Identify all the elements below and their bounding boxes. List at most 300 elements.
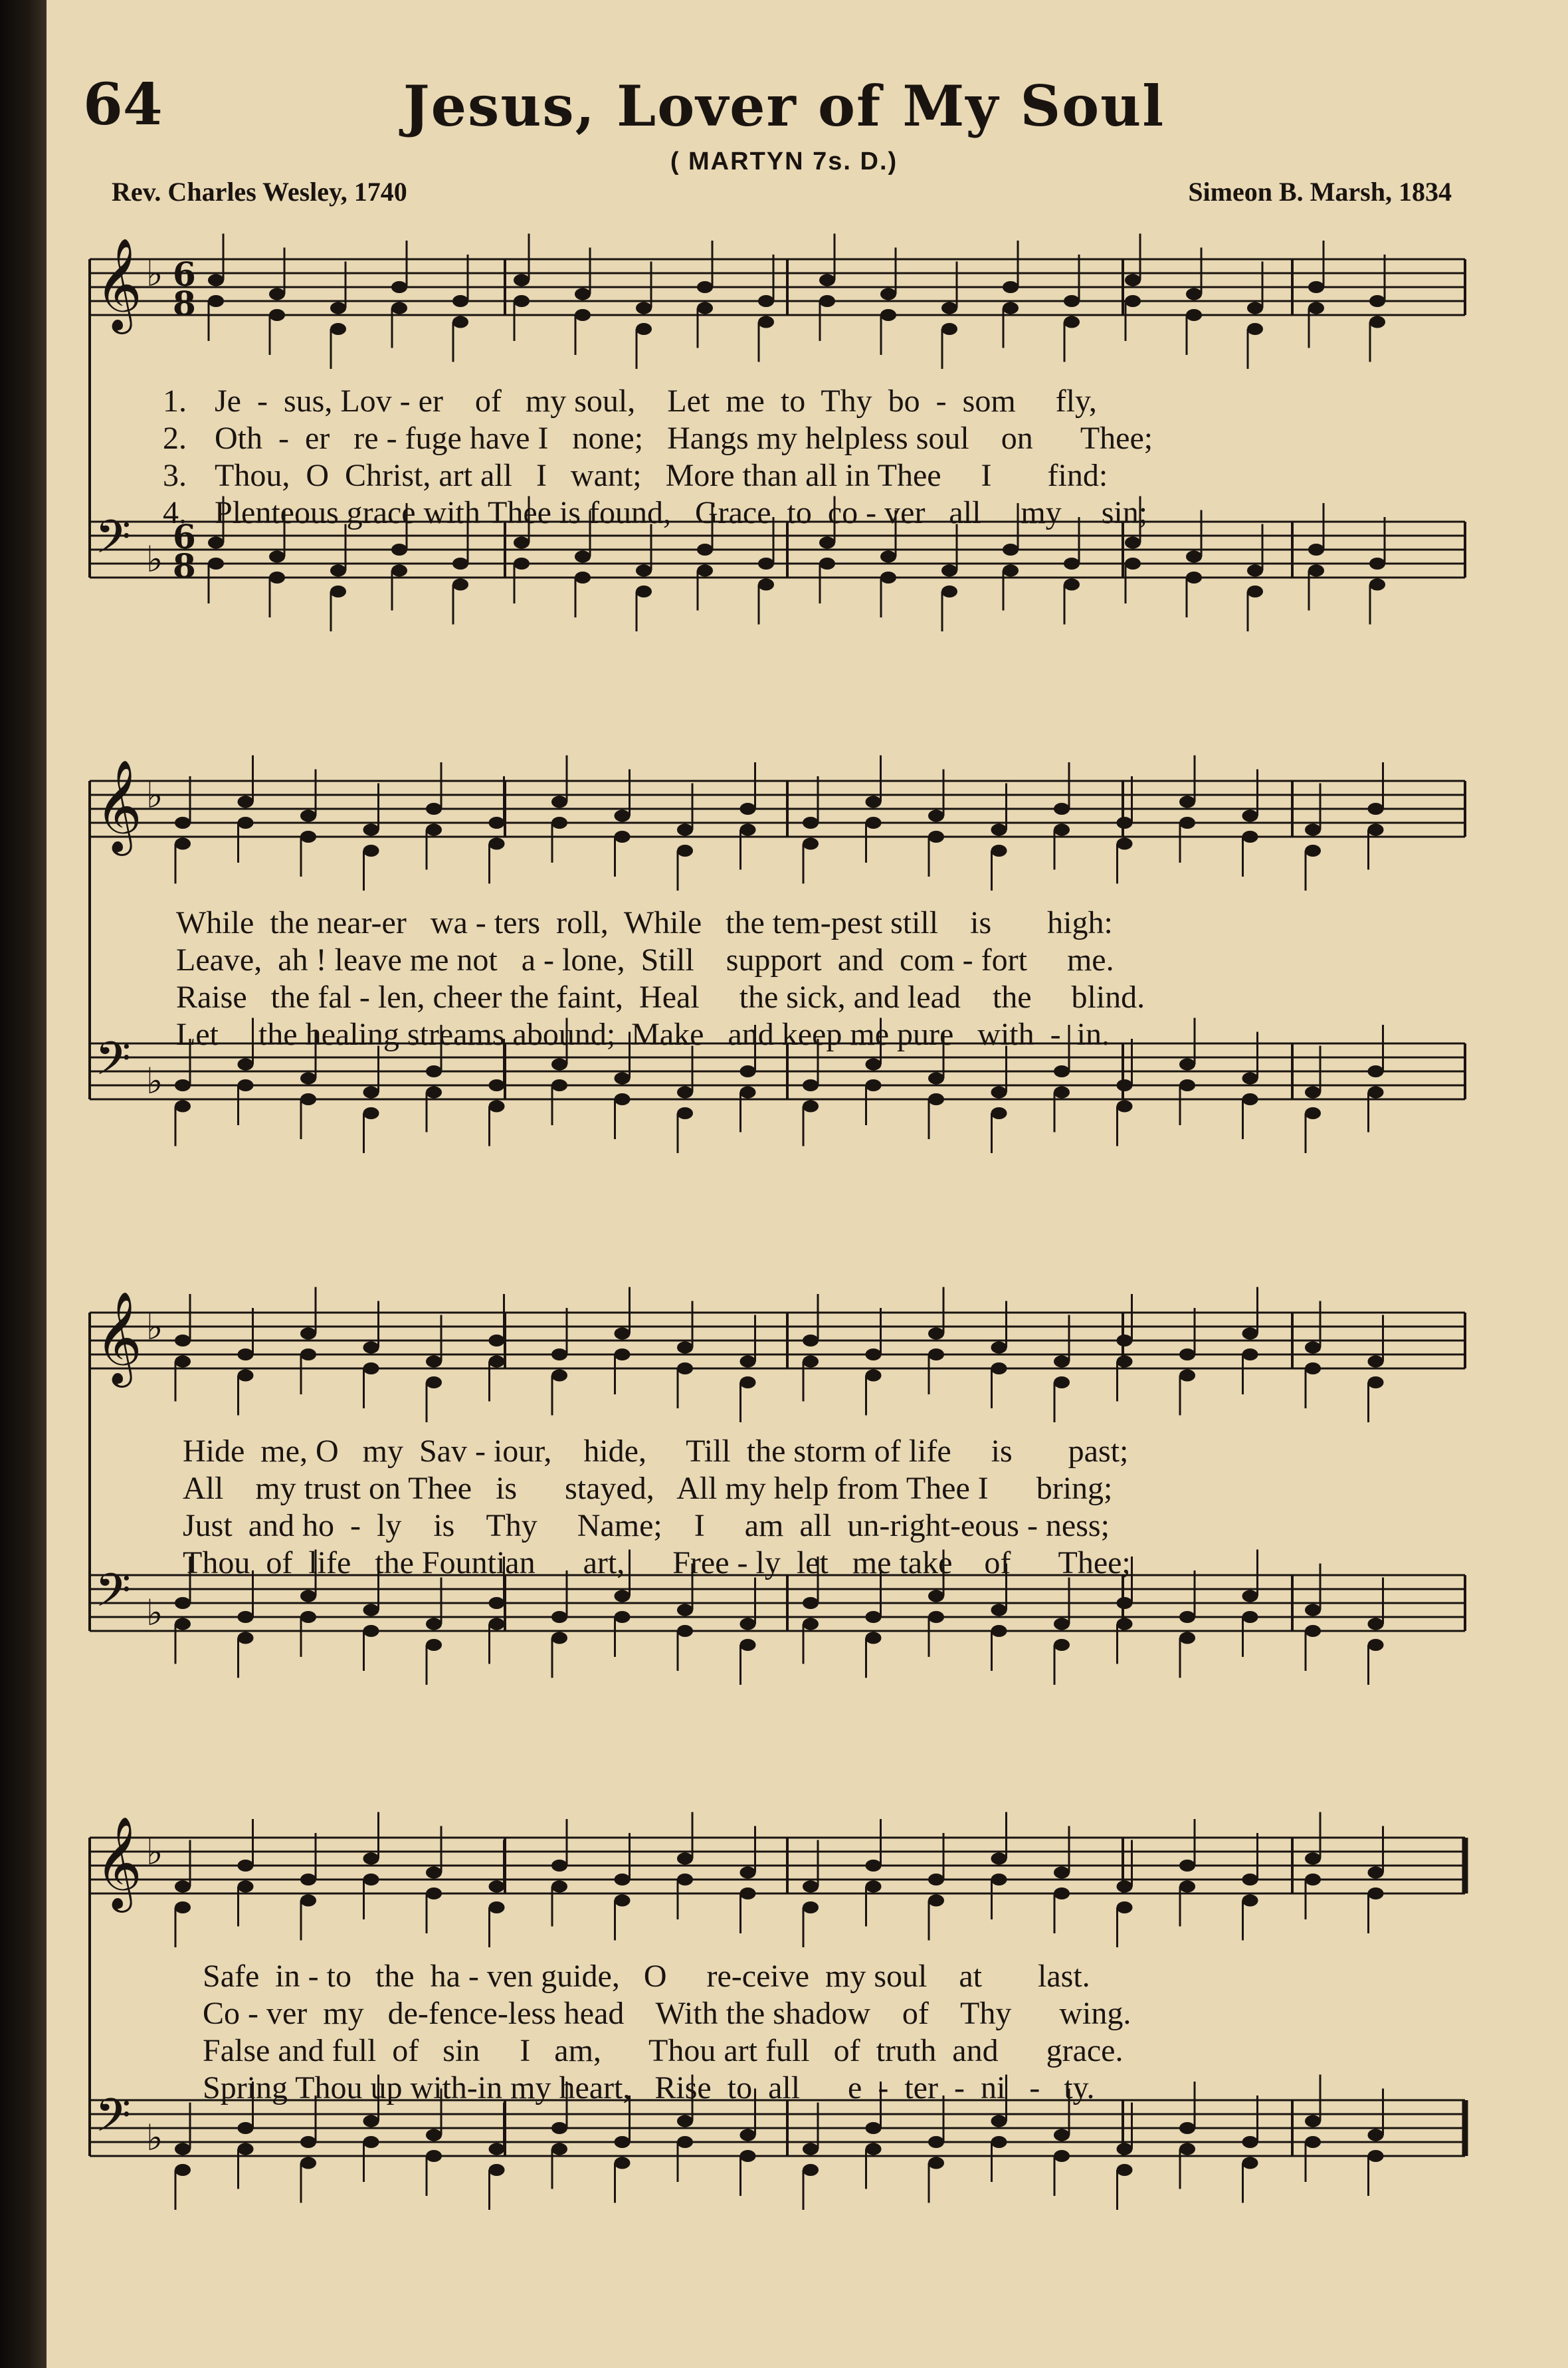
- note-head: [677, 1853, 693, 1865]
- note-head: [615, 1093, 631, 1105]
- note-head: [208, 274, 224, 286]
- note-head: [740, 2129, 756, 2141]
- note-head: [426, 1065, 442, 1077]
- note-head: [1054, 1087, 1070, 1099]
- note-head: [1117, 838, 1133, 850]
- note-head: [238, 817, 254, 829]
- note-head: [330, 586, 346, 597]
- note-head: [300, 810, 316, 822]
- note-head: [238, 1860, 254, 1872]
- note-head: [489, 838, 505, 850]
- note-head: [615, 2157, 631, 2169]
- note-head: [391, 565, 407, 577]
- note-head: [991, 1342, 1007, 1354]
- note-head: [300, 2136, 316, 2148]
- note-head: [514, 274, 530, 286]
- music-credit: Simeon B. Marsh, 1834: [1188, 177, 1452, 207]
- note-head: [803, 1079, 819, 1091]
- note-head: [991, 1874, 1007, 1885]
- note-head: [238, 1370, 254, 1382]
- note-head: [991, 1087, 1007, 1099]
- note-head: [615, 1590, 631, 1602]
- note-head: [1179, 2122, 1195, 2134]
- words-credit: Rev. Charles Wesley, 1740: [112, 177, 407, 207]
- note-head: [1305, 1604, 1321, 1616]
- note-head: [1117, 817, 1133, 829]
- note-head: [740, 1867, 756, 1879]
- note-head: [615, 810, 631, 822]
- note-head: [866, 1348, 882, 1360]
- note-head: [941, 323, 957, 335]
- note-head: [819, 295, 835, 307]
- note-head: [1064, 579, 1080, 591]
- note-head: [928, 1874, 944, 1885]
- note-head: [551, 1059, 567, 1071]
- note-head: [489, 817, 505, 829]
- note-head: [803, 2164, 819, 2176]
- note-head: [803, 1335, 819, 1346]
- note-head: [1117, 1356, 1133, 1368]
- note-head: [391, 281, 407, 293]
- time-signature-bottom: 8: [173, 284, 196, 323]
- note-head: [1368, 824, 1384, 836]
- note-head: [1054, 1887, 1070, 1899]
- note-head: [1305, 2136, 1321, 2148]
- note-head: [175, 1901, 191, 1913]
- note-head: [928, 1073, 944, 1085]
- note-head: [489, 1335, 505, 1346]
- lyric-line-verse-2: Co - ver my de-fence-less head With the shadow of Thy wing.: [203, 1996, 1131, 2031]
- note-head: [740, 2150, 756, 2162]
- note-head: [803, 1618, 819, 1630]
- note-head: [928, 1328, 944, 1340]
- note-head: [208, 558, 224, 570]
- note-head: [928, 2157, 944, 2169]
- flat-sign-icon: ♭: [146, 253, 163, 294]
- bass-clef-icon: 𝄢: [95, 510, 132, 575]
- note-head: [175, 817, 191, 829]
- note-head: [1054, 1376, 1070, 1388]
- note-head: [677, 1604, 693, 1616]
- bass-clef-icon: 𝄢: [95, 2088, 132, 2153]
- note-head: [991, 1853, 1007, 1865]
- note-head: [928, 2136, 944, 2148]
- note-head: [551, 796, 567, 808]
- note-head: [238, 2143, 254, 2155]
- note-head: [426, 824, 442, 836]
- note-head: [1308, 281, 1324, 293]
- note-head: [175, 1618, 191, 1630]
- note-head: [551, 2122, 567, 2134]
- note-head: [1054, 1867, 1070, 1879]
- note-head: [677, 2136, 693, 2148]
- note-head: [1247, 565, 1263, 577]
- flat-sign-icon: ♭: [146, 2117, 163, 2159]
- note-head: [426, 1087, 442, 1099]
- lyric-line-verse-3: 3. Thou, O Christ, art all I want; More than all in Thee I find:: [163, 458, 1108, 493]
- note-head: [1369, 558, 1385, 570]
- note-head: [866, 1370, 882, 1382]
- note-head: [1368, 1867, 1384, 1879]
- note-head: [1179, 1611, 1195, 1623]
- note-head: [1054, 1618, 1070, 1630]
- note-head: [175, 1356, 191, 1368]
- note-head: [740, 1618, 756, 1630]
- note-head: [928, 1895, 944, 1907]
- time-signature-bottom: 8: [173, 546, 196, 586]
- note-head: [1054, 1065, 1070, 1077]
- music-system-1: [0, 219, 1568, 685]
- lyric-line-verse-4: Spring Thou up with-in my heart, Rise to all e - ter - ni - ty.: [203, 2070, 1095, 2105]
- note-head: [866, 1079, 882, 1091]
- note-head: [175, 1597, 191, 1609]
- treble-clef-icon: 𝄞: [95, 760, 142, 852]
- lyric-line-verse-3: Just and ho - ly is Thy Name; I am all un-right-eous - ness;: [183, 1508, 1110, 1543]
- hymn-number: 64: [83, 71, 163, 138]
- note-head: [928, 1093, 944, 1105]
- note-head: [1117, 1881, 1133, 1893]
- note-head: [1247, 586, 1263, 597]
- note-head: [928, 1590, 944, 1602]
- note-head: [1242, 810, 1258, 822]
- note-head: [1186, 551, 1202, 563]
- treble-clef-icon: 𝄞: [95, 1816, 142, 1909]
- lyric-line-verse-1: While the near-er wa - ters roll, While the tem-pest still is high:: [176, 905, 1113, 940]
- note-head: [615, 831, 631, 843]
- note-head: [363, 2115, 379, 2127]
- note-head: [677, 1107, 693, 1119]
- note-head: [551, 1632, 567, 1644]
- note-head: [615, 1073, 631, 1085]
- note-head: [551, 1079, 567, 1091]
- note-head: [300, 2157, 316, 2169]
- note-head: [1117, 1335, 1133, 1346]
- note-head: [803, 1901, 819, 1913]
- flat-sign-icon: ♭: [146, 1306, 163, 1348]
- note-head: [1125, 295, 1141, 307]
- note-head: [1179, 1059, 1195, 1071]
- note-head: [1186, 572, 1202, 584]
- note-head: [819, 537, 835, 549]
- note-head: [1242, 2136, 1258, 2148]
- note-head: [758, 316, 774, 328]
- note-head: [941, 302, 957, 314]
- note-head: [1305, 1874, 1321, 1885]
- note-head: [803, 2143, 819, 2155]
- note-head: [1117, 1618, 1133, 1630]
- note-head: [677, 1087, 693, 1099]
- note-head: [269, 572, 285, 584]
- note-head: [1003, 565, 1019, 577]
- flat-sign-icon: ♭: [146, 1831, 163, 1873]
- lyric-line-verse-2: 2. Oth - er re - fuge have I none; Hangs my helpless soul on Thee;: [163, 421, 1153, 456]
- note-head: [1305, 1362, 1321, 1374]
- note-head: [426, 1867, 442, 1879]
- note-head: [551, 1611, 567, 1623]
- note-head: [615, 1895, 631, 1907]
- note-head: [1186, 288, 1202, 300]
- note-head: [636, 586, 652, 597]
- note-head: [238, 1059, 254, 1071]
- time-signature-top: 6: [173, 517, 196, 556]
- note-head: [575, 288, 591, 300]
- note-head: [426, 2150, 442, 2162]
- note-head: [551, 2143, 567, 2155]
- note-head: [740, 1887, 756, 1899]
- bass-clef-icon: 𝄢: [95, 1563, 132, 1628]
- note-head: [575, 551, 591, 563]
- note-head: [575, 572, 591, 584]
- note-head: [426, 1887, 442, 1899]
- note-head: [300, 831, 316, 843]
- note-head: [452, 295, 468, 307]
- note-head: [803, 1597, 819, 1609]
- note-head: [489, 1618, 505, 1630]
- note-head: [740, 1356, 756, 1368]
- note-head: [803, 817, 819, 829]
- note-head: [175, 1335, 191, 1346]
- note-head: [300, 1348, 316, 1360]
- note-head: [880, 572, 896, 584]
- note-head: [1369, 316, 1385, 328]
- note-head: [363, 1604, 379, 1616]
- note-head: [1368, 1376, 1384, 1388]
- music-system-2: [0, 741, 1568, 1206]
- note-head: [1117, 2164, 1133, 2176]
- note-head: [1054, 2129, 1070, 2141]
- note-head: [175, 2143, 191, 2155]
- note-head: [1368, 2150, 1384, 2162]
- note-head: [1368, 803, 1384, 815]
- note-head: [489, 1356, 505, 1368]
- note-head: [1308, 544, 1324, 556]
- note-head: [1003, 281, 1019, 293]
- note-head: [1368, 1618, 1384, 1630]
- note-head: [551, 1348, 567, 1360]
- note-head: [1368, 1065, 1384, 1077]
- note-head: [391, 302, 407, 314]
- note-head: [880, 551, 896, 563]
- note-head: [740, 1087, 756, 1099]
- note-head: [636, 302, 652, 314]
- note-head: [238, 1079, 254, 1091]
- note-head: [300, 1874, 316, 1885]
- note-head: [615, 1611, 631, 1623]
- note-head: [803, 1356, 819, 1368]
- note-head: [740, 1639, 756, 1651]
- note-head: [941, 565, 957, 577]
- lyric-line-verse-4: 4. Plenteous grace with Thee is found, Grace to co - ver all my sin;: [163, 495, 1148, 530]
- note-head: [300, 1611, 316, 1623]
- note-head: [1305, 1087, 1321, 1099]
- note-head: [551, 817, 567, 829]
- note-head: [1054, 824, 1070, 836]
- note-head: [363, 1107, 379, 1119]
- note-head: [1247, 323, 1263, 335]
- note-head: [1125, 274, 1141, 286]
- note-head: [175, 2164, 191, 2176]
- note-head: [803, 1101, 819, 1113]
- note-head: [1054, 1639, 1070, 1651]
- note-head: [363, 1087, 379, 1099]
- note-head: [1179, 796, 1195, 808]
- note-head: [866, 2122, 882, 2134]
- note-head: [1368, 1887, 1384, 1899]
- note-head: [803, 1881, 819, 1893]
- note-head: [300, 1093, 316, 1105]
- note-head: [238, 2122, 254, 2134]
- note-head: [740, 803, 756, 815]
- note-head: [991, 824, 1007, 836]
- note-head: [208, 295, 224, 307]
- note-head: [880, 309, 896, 321]
- note-head: [1117, 1901, 1133, 1913]
- note-head: [941, 586, 957, 597]
- note-head: [928, 1611, 944, 1623]
- note-head: [208, 537, 224, 549]
- note-head: [300, 1328, 316, 1340]
- note-head: [489, 2164, 505, 2176]
- note-head: [330, 323, 346, 335]
- note-head: [636, 323, 652, 335]
- note-head: [1003, 302, 1019, 314]
- note-head: [1179, 1860, 1195, 1872]
- time-signature-top: 6: [173, 255, 196, 294]
- note-head: [363, 845, 379, 857]
- note-head: [363, 1362, 379, 1374]
- note-head: [1369, 579, 1385, 591]
- note-head: [175, 1079, 191, 1091]
- note-head: [991, 1107, 1007, 1119]
- note-head: [1242, 1874, 1258, 1885]
- note-head: [575, 309, 591, 321]
- hymn-title: Jesus, Lover of My Soul: [403, 73, 1165, 139]
- note-head: [551, 1860, 567, 1872]
- note-head: [677, 845, 693, 857]
- lyric-line-verse-4: Let the healing streams abound; Make and keep me pure with - in.: [176, 1017, 1110, 1052]
- lyric-line-verse-3: False and full of sin I am, Thou art full of truth and grace.: [203, 2033, 1124, 2068]
- treble-clef-icon: 𝄞: [95, 238, 142, 330]
- note-head: [1117, 2143, 1133, 2155]
- note-head: [1117, 1079, 1133, 1091]
- note-head: [740, 1065, 756, 1077]
- note-head: [758, 579, 774, 591]
- note-head: [866, 1881, 882, 1893]
- note-head: [866, 1860, 882, 1872]
- note-head: [238, 1881, 254, 1893]
- note-head: [175, 838, 191, 850]
- note-head: [1368, 2129, 1384, 2141]
- note-head: [269, 551, 285, 563]
- note-head: [1242, 1093, 1258, 1105]
- note-head: [489, 1597, 505, 1609]
- lyric-line-verse-3: Raise the fal - len, cheer the faint, Heal the sick, and lead the blind.: [176, 980, 1145, 1015]
- note-head: [363, 1342, 379, 1354]
- note-head: [330, 565, 346, 577]
- note-head: [991, 2115, 1007, 2127]
- note-head: [758, 295, 774, 307]
- note-head: [803, 838, 819, 850]
- note-head: [300, 1073, 316, 1085]
- treble-clef-icon: 𝄞: [95, 1291, 142, 1384]
- note-head: [1242, 1611, 1258, 1623]
- note-head: [330, 302, 346, 314]
- note-head: [269, 288, 285, 300]
- note-head: [1179, 1370, 1195, 1382]
- note-head: [1125, 558, 1141, 570]
- note-head: [615, 2136, 631, 2148]
- note-head: [1305, 1625, 1321, 1637]
- note-head: [1242, 2157, 1258, 2169]
- note-head: [391, 544, 407, 556]
- note-head: [489, 1901, 505, 1913]
- note-head: [1305, 1342, 1321, 1354]
- note-head: [1064, 295, 1080, 307]
- note-head: [426, 1639, 442, 1651]
- note-head: [300, 1590, 316, 1602]
- music-system-3: [0, 1273, 1568, 1738]
- note-head: [866, 796, 882, 808]
- note-head: [677, 1362, 693, 1374]
- note-head: [991, 1604, 1007, 1616]
- note-head: [677, 1874, 693, 1885]
- note-head: [697, 565, 713, 577]
- note-head: [1242, 831, 1258, 843]
- note-head: [514, 558, 530, 570]
- lyric-line-verse-1: 1. Je - sus, Lov - er of my soul, Let me to Thy bo - som fly,: [163, 383, 1097, 419]
- note-head: [1305, 2115, 1321, 2127]
- note-head: [426, 1356, 442, 1368]
- note-head: [489, 1079, 505, 1091]
- note-head: [426, 1376, 442, 1388]
- note-head: [269, 309, 285, 321]
- flat-sign-icon: ♭: [146, 1592, 163, 1634]
- note-head: [1242, 1348, 1258, 1360]
- note-head: [175, 1881, 191, 1893]
- note-head: [819, 558, 835, 570]
- note-head: [452, 579, 468, 591]
- note-head: [1368, 1087, 1384, 1099]
- note-head: [426, 803, 442, 815]
- note-head: [1179, 1348, 1195, 1360]
- note-head: [677, 2115, 693, 2127]
- flat-sign-icon: ♭: [146, 1060, 163, 1102]
- note-head: [1064, 316, 1080, 328]
- note-head: [740, 1376, 756, 1388]
- note-head: [1242, 1590, 1258, 1602]
- note-head: [928, 831, 944, 843]
- note-head: [1125, 537, 1141, 549]
- note-head: [697, 302, 713, 314]
- note-head: [928, 1348, 944, 1360]
- note-head: [1179, 2143, 1195, 2155]
- note-head: [514, 537, 530, 549]
- note-head: [819, 274, 835, 286]
- note-head: [615, 1348, 631, 1360]
- note-head: [1179, 1079, 1195, 1091]
- note-head: [758, 558, 774, 570]
- note-head: [1117, 1597, 1133, 1609]
- lyric-line-verse-1: Hide me, O my Sav - iour, hide, Till the storm of life is past;: [183, 1434, 1129, 1469]
- lyric-line-verse-4: Thou of life the Fountian art, Free - ly let me take of Thee;: [183, 1545, 1131, 1580]
- note-head: [991, 845, 1007, 857]
- note-head: [866, 2143, 882, 2155]
- note-head: [677, 824, 693, 836]
- note-head: [615, 1874, 631, 1885]
- note-head: [697, 544, 713, 556]
- lyric-line-verse-2: Leave, ah ! leave me not a - lone, Still support and com - fort me.: [176, 942, 1114, 978]
- note-head: [1369, 295, 1385, 307]
